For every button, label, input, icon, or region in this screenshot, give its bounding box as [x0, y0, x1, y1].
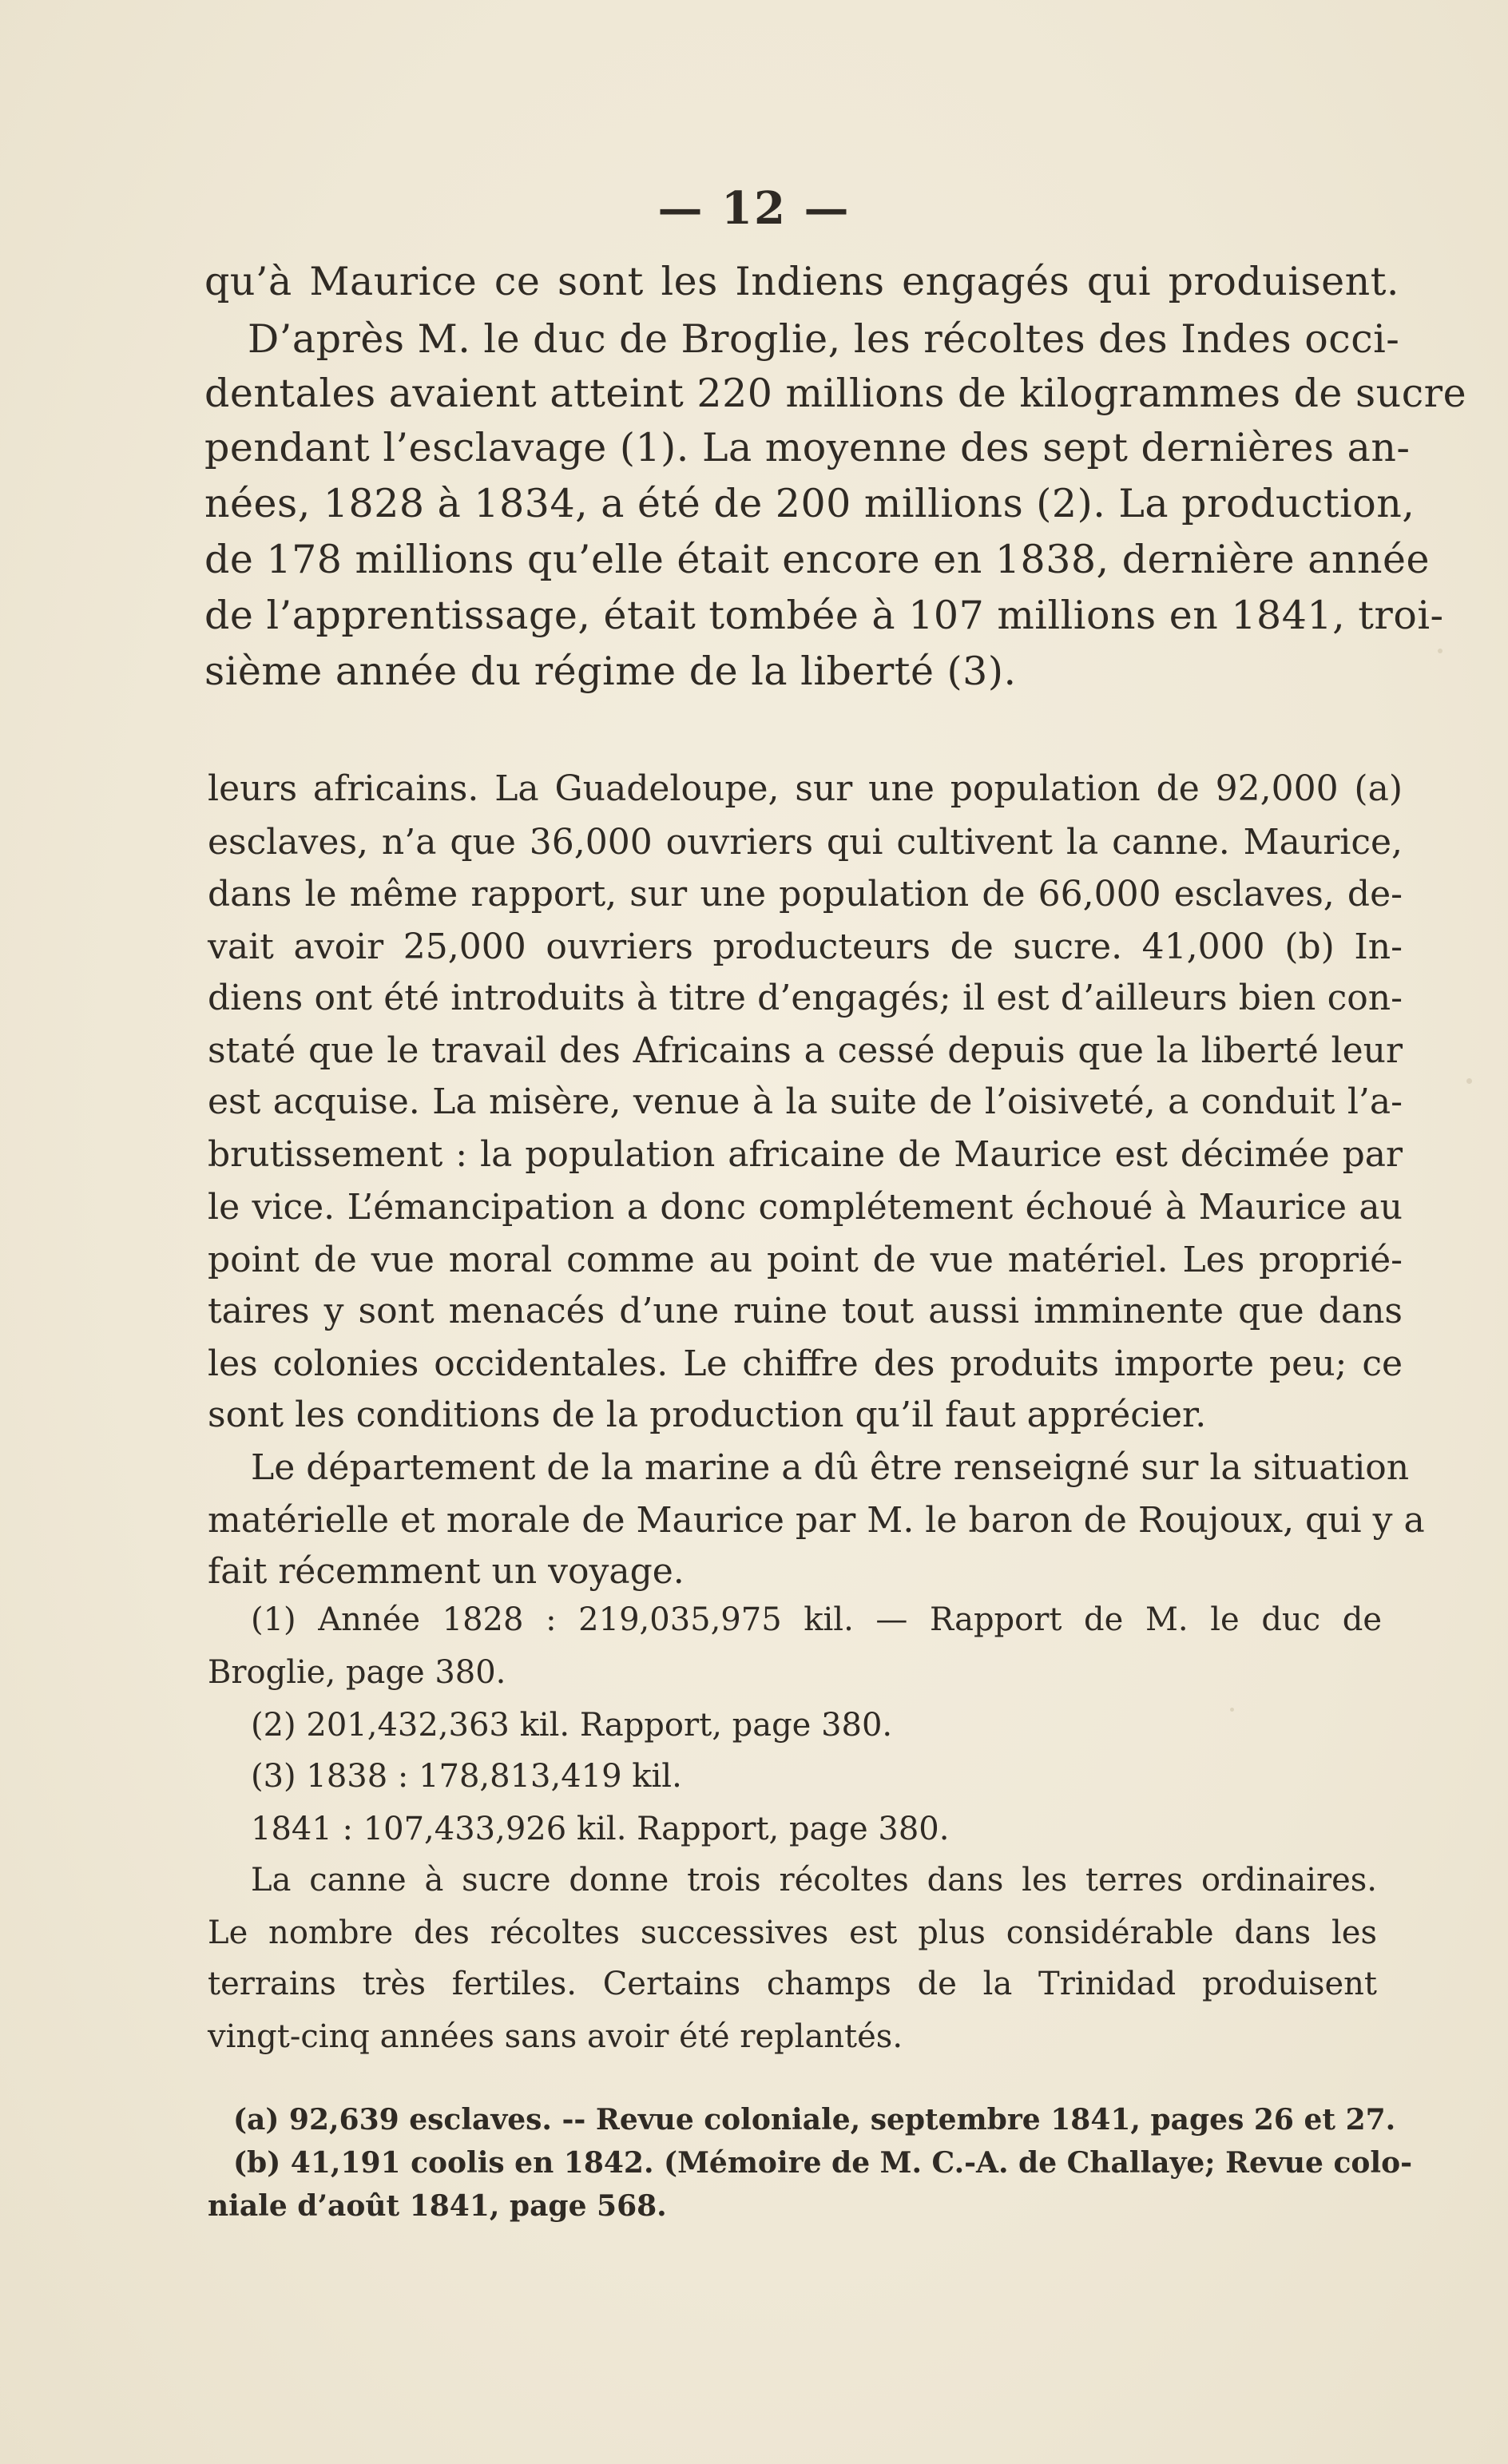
notes-line-2: Broglie, page 380.	[208, 1654, 506, 1691]
notes-line-9: vingt-cinq années sans avoir été replantés.	[208, 2018, 903, 2055]
notes-line-5: 1841 : 107,433,926 kil. Rapport, page 380.	[251, 1811, 950, 1847]
second-line-2: esclaves, n’a que 36,000 ouvriers qui cultivent la canne. Maurice,	[208, 822, 1403, 863]
paper-speck	[1438, 649, 1443, 653]
second-line-15: matérielle et morale de Maurice par M. le baron de Roujoux, qui y a	[208, 1500, 1425, 1541]
main-line-4: pendant l’esclavage (1). La moyenne des sept dernières an-	[204, 425, 1411, 470]
second-line-4: vait avoir 25,000 ouvriers producteurs de sucre. 41,000 (b) In-	[208, 926, 1403, 967]
main-line-1: qu’à Maurice ce sont les Indiens engagés qui produisent.	[204, 259, 1399, 304]
notes-line-3: (2) 201,432,363 kil. Rapport, page 380.	[251, 1707, 893, 1744]
main-line-3: dentales avaient atteint 220 millions de kilogrammes de sucre	[204, 371, 1467, 416]
second-line-14: Le département de la marine a dû être renseigné sur la situation	[251, 1447, 1410, 1488]
main-line-6: de 178 millions qu’elle était encore en 1838, dernière année	[204, 537, 1431, 582]
notes-line-1: (1) Année 1828 : 219,035,975 kil. — Rapport de M. le duc de	[251, 1601, 1382, 1638]
page-number: — 12 —	[657, 182, 851, 235]
second-line-11: taires y sont menacés d’une ruine tout aussi imminente que dans	[208, 1291, 1403, 1331]
notes-line-8: terrains très fertiles. Certains champs de la Trinidad produisent	[208, 1966, 1377, 2002]
second-line-12: les colonies occidentales. Le chiffre des produits importe peu; ce	[208, 1343, 1403, 1384]
footnote-b-line-2: niale d’août 1841, page 568.	[208, 2189, 667, 2223]
notes-line-7: Le nombre des récoltes successives est plus considérable dans les	[208, 1914, 1377, 1951]
paper-speck	[1466, 1078, 1472, 1084]
main-line-5: nées, 1828 à 1834, a été de 200 millions (2). La production,	[204, 481, 1415, 526]
second-line-13: sont les conditions de la production qu’il faut apprécier.	[208, 1395, 1207, 1435]
main-line-7: de l’apprentissage, était tombée à 107 millions en 1841, troi-	[204, 593, 1444, 638]
second-line-16: fait récemment un voyage.	[208, 1551, 685, 1592]
notes-line-4: (3) 1838 : 178,813,419 kil.	[251, 1758, 682, 1795]
main-line-8: sième année du régime de la liberté (3).	[204, 649, 1017, 694]
second-line-3: dans le même rapport, sur une population de 66,000 esclaves, de-	[208, 874, 1403, 915]
second-line-7: est acquise. La misère, venue à la suite de l’oisiveté, a conduit l’a-	[208, 1081, 1403, 1122]
second-line-1: leurs africains. La Guadeloupe, sur une population de 92,000 (a)	[208, 768, 1403, 809]
paper-speck	[1230, 1708, 1234, 1712]
footnote-b-line-1: (b) 41,191 coolis en 1842. (Mémoire de M. C.-A. de Challaye; Revue colo-	[233, 2146, 1413, 2180]
second-line-9: le vice. L’émancipation a donc complétement échoué à Maurice au	[208, 1187, 1403, 1228]
second-line-8: brutissement : la population africaine de Maurice est décimée par	[208, 1134, 1403, 1175]
notes-line-6: La canne à sucre donne trois récoltes dans les terres ordinaires.	[251, 1862, 1377, 1899]
second-line-6: staté que le travail des Africains a cessé depuis que la liberté leur	[208, 1030, 1403, 1071]
footnote-a: (a) 92,639 esclaves. -- Revue coloniale, septembre 1841, pages 26 et 27.	[233, 2103, 1396, 2137]
second-line-10: point de vue moral comme au point de vue matériel. Les proprié-	[208, 1240, 1403, 1280]
main-line-2: D’après M. le duc de Broglie, les récoltes des Indes occi-	[248, 316, 1400, 362]
second-line-5: diens ont été introduits à titre d’engagés; il est d’ailleurs bien con-	[208, 978, 1403, 1018]
